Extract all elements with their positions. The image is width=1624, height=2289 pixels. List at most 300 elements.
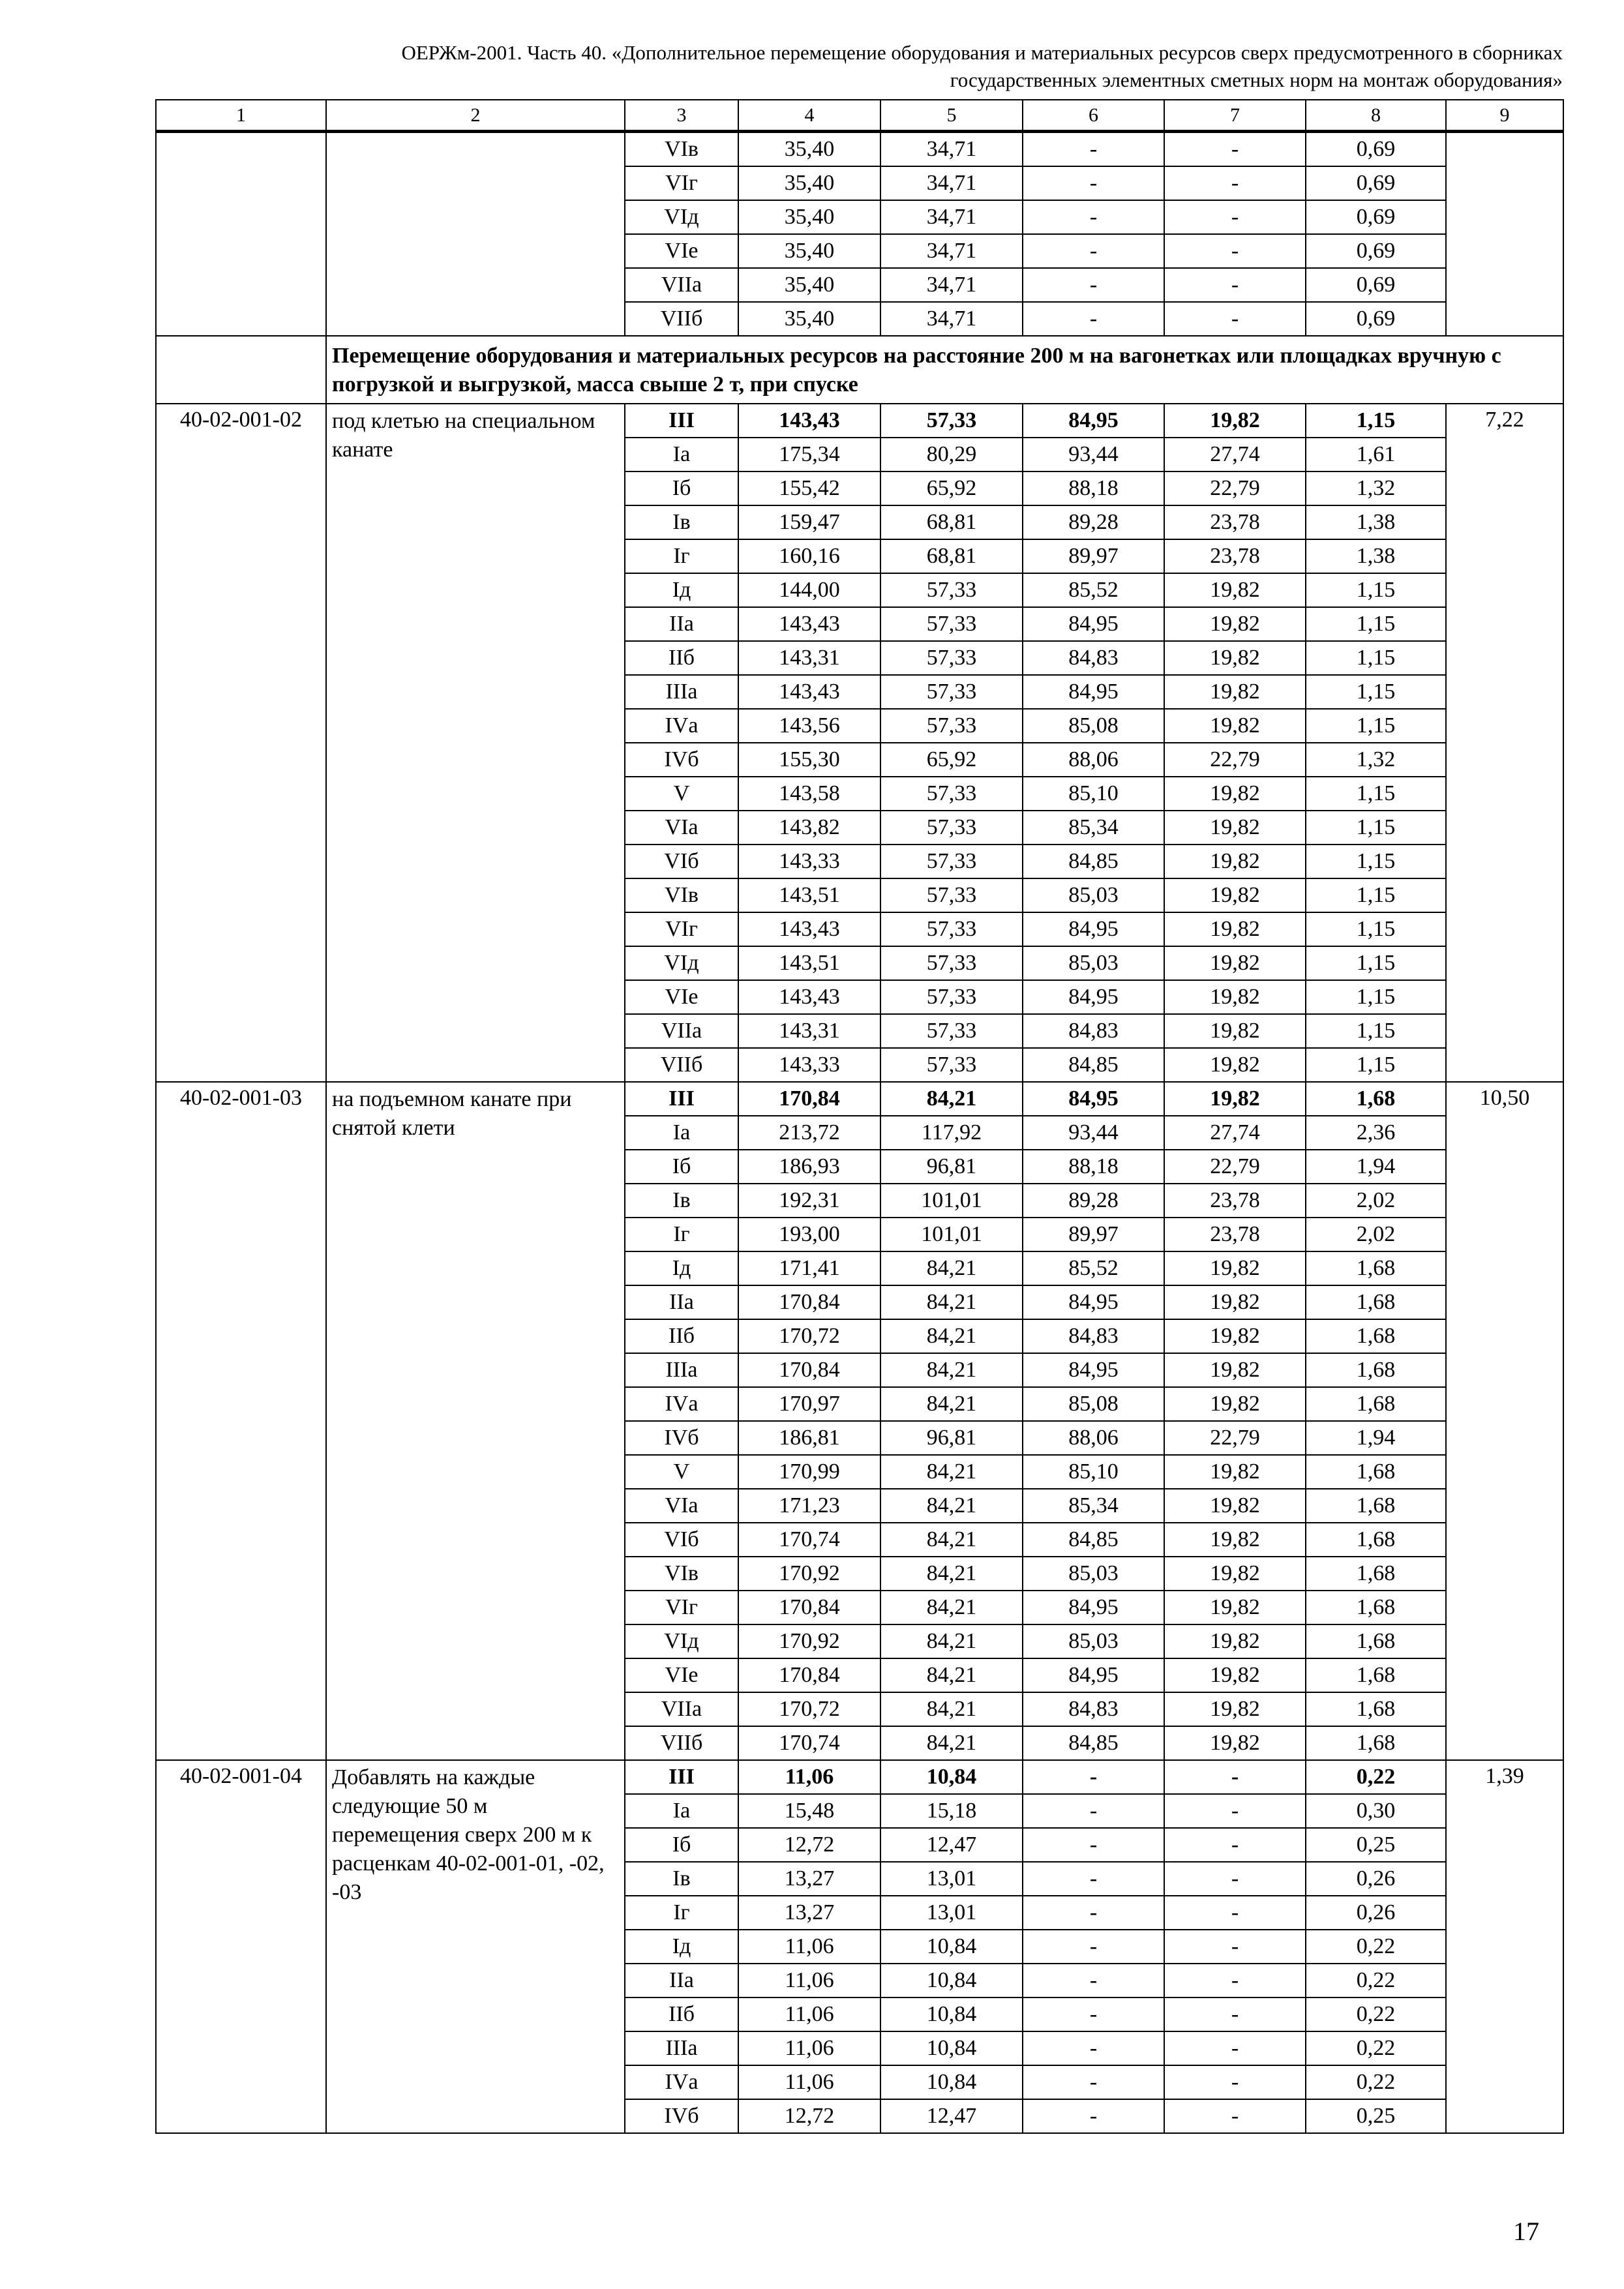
value-cell: 1,15 — [1306, 980, 1446, 1014]
col9-value: 7,22 — [1446, 404, 1563, 1082]
value-cell: 1,68 — [1306, 1387, 1446, 1421]
value-cell: 34,71 — [880, 234, 1023, 268]
value-cell: 84,95 — [1023, 980, 1164, 1014]
value-cell: 84,83 — [1023, 1319, 1164, 1353]
zone-code: VIв — [625, 1557, 738, 1591]
value-cell: 0,22 — [1306, 1930, 1446, 1964]
value-cell: 84,21 — [880, 1082, 1023, 1116]
zone-code: VIIб — [625, 302, 738, 336]
value-cell: 89,97 — [1023, 539, 1164, 573]
value-cell: 143,43 — [738, 980, 880, 1014]
value-cell: 2,02 — [1306, 1218, 1446, 1251]
column-number: 8 — [1306, 100, 1446, 132]
col9-value: 1,39 — [1446, 1760, 1563, 2133]
value-cell: 1,32 — [1306, 471, 1446, 505]
value-cell: 84,21 — [880, 1557, 1023, 1591]
value-cell: 65,92 — [880, 743, 1023, 777]
value-cell: 1,15 — [1306, 404, 1446, 438]
value-cell: 19,82 — [1164, 1557, 1306, 1591]
value-cell: - — [1164, 1964, 1306, 1997]
zone-code: VIг — [625, 166, 738, 200]
value-cell: 84,95 — [1023, 1285, 1164, 1319]
zone-code: IVб — [625, 2099, 738, 2133]
value-cell: 192,31 — [738, 1184, 880, 1218]
table-row — [156, 132, 1563, 167]
value-cell: 186,81 — [738, 1421, 880, 1455]
value-cell: - — [1023, 166, 1164, 200]
value-cell: 84,85 — [1023, 845, 1164, 878]
zone-code: VIв — [625, 132, 738, 167]
value-cell: 1,68 — [1306, 1624, 1446, 1658]
value-cell: 1,68 — [1306, 1692, 1446, 1726]
value-cell: 57,33 — [880, 811, 1023, 845]
zone-code: VIв — [625, 878, 738, 912]
value-cell: 160,16 — [738, 539, 880, 573]
zone-code: III — [625, 1760, 738, 1794]
value-cell: 170,92 — [738, 1624, 880, 1658]
zone-code: IVа — [625, 1387, 738, 1421]
value-cell: 143,58 — [738, 777, 880, 811]
value-cell: 1,15 — [1306, 573, 1446, 607]
value-cell: 13,01 — [880, 1896, 1023, 1930]
value-cell: 22,79 — [1164, 471, 1306, 505]
section-spacer — [156, 336, 326, 404]
value-cell: 57,33 — [880, 404, 1023, 438]
value-cell: - — [1164, 1862, 1306, 1896]
value-cell: 143,43 — [738, 404, 880, 438]
value-cell: 10,84 — [880, 1760, 1023, 1794]
zone-code: VIIб — [625, 1048, 738, 1082]
value-cell: 23,78 — [1164, 539, 1306, 573]
value-cell: - — [1164, 2099, 1306, 2133]
value-cell: - — [1023, 1930, 1164, 1964]
value-cell: 19,82 — [1164, 1455, 1306, 1489]
value-cell: 84,95 — [1023, 1353, 1164, 1387]
value-cell: 155,42 — [738, 471, 880, 505]
zone-code: Iа — [625, 438, 738, 471]
value-cell: 19,82 — [1164, 1489, 1306, 1523]
name-cell — [326, 132, 625, 337]
section-title: Перемещение оборудования и материальных ресурсов на расстояние 200 м на вагонетках или площадках вручную с погрузкой и выгрузкой, масса свыше 2 т, при спуске — [326, 336, 1563, 404]
zone-code: IVб — [625, 743, 738, 777]
value-cell: 170,84 — [738, 1082, 880, 1116]
value-cell: 57,33 — [880, 912, 1023, 946]
value-cell: - — [1023, 1964, 1164, 1997]
value-cell: 143,51 — [738, 946, 880, 980]
column-number-row — [156, 100, 1563, 132]
value-cell: 170,84 — [738, 1591, 880, 1624]
value-cell: 1,38 — [1306, 539, 1446, 573]
value-cell: 19,82 — [1164, 811, 1306, 845]
value-cell: 84,83 — [1023, 1014, 1164, 1048]
value-cell: 0,22 — [1306, 2065, 1446, 2099]
zone-code: V — [625, 1455, 738, 1489]
value-cell: 19,82 — [1164, 878, 1306, 912]
value-cell: - — [1164, 302, 1306, 336]
zone-code: Iг — [625, 539, 738, 573]
value-cell: 143,31 — [738, 641, 880, 675]
value-cell: 57,33 — [880, 946, 1023, 980]
zone-code: Iб — [625, 471, 738, 505]
value-cell: 10,84 — [880, 1997, 1023, 2031]
value-cell: 19,82 — [1164, 980, 1306, 1014]
value-cell: 57,33 — [880, 573, 1023, 607]
value-cell: 1,68 — [1306, 1082, 1446, 1116]
value-cell: 93,44 — [1023, 1116, 1164, 1150]
zone-code: III — [625, 404, 738, 438]
value-cell: 11,06 — [738, 1760, 880, 1794]
value-cell: 84,21 — [880, 1489, 1023, 1523]
value-cell: 84,85 — [1023, 1523, 1164, 1557]
column-number: 7 — [1164, 100, 1306, 132]
value-cell: 80,29 — [880, 438, 1023, 471]
zone-code: VIе — [625, 980, 738, 1014]
value-cell: 84,21 — [880, 1353, 1023, 1387]
value-cell: 84,95 — [1023, 912, 1164, 946]
zone-code: Iб — [625, 1828, 738, 1862]
value-cell: 155,30 — [738, 743, 880, 777]
value-cell: 1,15 — [1306, 777, 1446, 811]
value-cell: 84,21 — [880, 1726, 1023, 1760]
value-cell: 2,02 — [1306, 1184, 1446, 1218]
value-cell: 143,33 — [738, 845, 880, 878]
column-number: 2 — [326, 100, 625, 132]
value-cell: 22,79 — [1164, 1421, 1306, 1455]
zone-code: IVа — [625, 2065, 738, 2099]
value-cell: 85,34 — [1023, 1489, 1164, 1523]
value-cell: - — [1164, 1760, 1306, 1794]
value-cell: 1,61 — [1306, 438, 1446, 471]
value-cell: 171,41 — [738, 1251, 880, 1285]
value-cell: 57,33 — [880, 641, 1023, 675]
value-cell: 0,30 — [1306, 1794, 1446, 1828]
value-cell: 12,72 — [738, 1828, 880, 1862]
value-cell: - — [1164, 1896, 1306, 1930]
zone-code: VIд — [625, 200, 738, 234]
value-cell: 19,82 — [1164, 946, 1306, 980]
value-cell: 89,28 — [1023, 1184, 1164, 1218]
value-cell: 1,15 — [1306, 1014, 1446, 1048]
value-cell: 117,92 — [880, 1116, 1023, 1150]
value-cell: 171,23 — [738, 1489, 880, 1523]
value-cell: - — [1164, 234, 1306, 268]
value-cell: 19,82 — [1164, 641, 1306, 675]
value-cell: 143,33 — [738, 1048, 880, 1082]
page-number: 17 — [1513, 2217, 1539, 2246]
value-cell: 84,21 — [880, 1455, 1023, 1489]
value-cell: - — [1023, 2031, 1164, 2065]
table-row — [156, 1082, 1563, 1116]
value-cell: 101,01 — [880, 1184, 1023, 1218]
value-cell: 85,52 — [1023, 573, 1164, 607]
value-cell: 84,21 — [880, 1523, 1023, 1557]
value-cell: 170,74 — [738, 1523, 880, 1557]
value-cell: 1,38 — [1306, 505, 1446, 539]
value-cell: 85,03 — [1023, 946, 1164, 980]
value-cell: 23,78 — [1164, 1218, 1306, 1251]
value-cell: 213,72 — [738, 1116, 880, 1150]
value-cell: - — [1023, 268, 1164, 302]
value-cell: - — [1164, 200, 1306, 234]
value-cell: 57,33 — [880, 878, 1023, 912]
value-cell: 34,71 — [880, 302, 1023, 336]
value-cell: 85,10 — [1023, 1455, 1164, 1489]
zone-code: Iд — [625, 1930, 738, 1964]
value-cell: 0,69 — [1306, 302, 1446, 336]
value-cell: 143,56 — [738, 709, 880, 743]
zone-code: Iг — [625, 1218, 738, 1251]
value-cell: 57,33 — [880, 777, 1023, 811]
zone-code: IIа — [625, 1964, 738, 1997]
value-cell: - — [1023, 1896, 1164, 1930]
value-cell: 85,03 — [1023, 1624, 1164, 1658]
value-cell: - — [1023, 1760, 1164, 1794]
zone-code: Iв — [625, 1862, 738, 1896]
value-cell: 1,68 — [1306, 1658, 1446, 1692]
value-cell: 170,84 — [738, 1658, 880, 1692]
value-cell: 19,82 — [1164, 912, 1306, 946]
table-body — [156, 132, 1563, 2134]
value-cell: 1,94 — [1306, 1150, 1446, 1184]
value-cell: 57,33 — [880, 1048, 1023, 1082]
value-cell: 101,01 — [880, 1218, 1023, 1251]
value-cell: 35,40 — [738, 302, 880, 336]
value-cell: - — [1164, 1794, 1306, 1828]
value-cell: 84,83 — [1023, 1692, 1164, 1726]
zone-code: VIа — [625, 811, 738, 845]
value-cell: 0,69 — [1306, 268, 1446, 302]
value-cell: 23,78 — [1164, 505, 1306, 539]
zone-code: VIг — [625, 912, 738, 946]
zone-code: VIIа — [625, 268, 738, 302]
rate-code: 40-02-001-03 — [156, 1082, 326, 1760]
value-cell: 170,99 — [738, 1455, 880, 1489]
value-cell: 84,95 — [1023, 404, 1164, 438]
value-cell: 85,03 — [1023, 878, 1164, 912]
zone-code: IIб — [625, 1997, 738, 2031]
value-cell: 35,40 — [738, 234, 880, 268]
value-cell: 0,25 — [1306, 2099, 1446, 2133]
value-cell: 19,82 — [1164, 1353, 1306, 1387]
value-cell: 12,72 — [738, 2099, 880, 2133]
value-cell: 88,18 — [1023, 471, 1164, 505]
rate-code: 40-02-001-02 — [156, 404, 326, 1082]
value-cell: 170,84 — [738, 1353, 880, 1387]
value-cell: 2,36 — [1306, 1116, 1446, 1150]
value-cell: 1,68 — [1306, 1319, 1446, 1353]
value-cell: 143,43 — [738, 912, 880, 946]
value-cell: - — [1023, 1997, 1164, 2031]
value-cell: 35,40 — [738, 268, 880, 302]
zone-code: VIе — [625, 1658, 738, 1692]
value-cell: 143,43 — [738, 675, 880, 709]
value-cell: 1,68 — [1306, 1285, 1446, 1319]
value-cell: 0,69 — [1306, 166, 1446, 200]
rate-name: Добавлять на каждые следующие 50 м перемещения сверх 200 м к расценкам 40-02-001-01, -02, -03 — [326, 1760, 625, 2133]
value-cell: - — [1164, 166, 1306, 200]
column-number: 4 — [738, 100, 880, 132]
value-cell: 1,68 — [1306, 1523, 1446, 1557]
value-cell: 34,71 — [880, 132, 1023, 167]
value-cell: 0,22 — [1306, 1997, 1446, 2031]
value-cell: 1,15 — [1306, 641, 1446, 675]
value-cell: 22,79 — [1164, 743, 1306, 777]
zone-code: IIIа — [625, 2031, 738, 2065]
value-cell: 12,47 — [880, 2099, 1023, 2133]
zone-code: IIа — [625, 607, 738, 641]
value-cell: 11,06 — [738, 1930, 880, 1964]
value-cell: 170,74 — [738, 1726, 880, 1760]
zone-code: VIIа — [625, 1014, 738, 1048]
value-cell: 1,15 — [1306, 946, 1446, 980]
col9-cell — [1446, 132, 1563, 337]
zone-code: VIе — [625, 234, 738, 268]
zone-code: VIд — [625, 1624, 738, 1658]
value-cell: 0,26 — [1306, 1862, 1446, 1896]
value-cell: 84,95 — [1023, 1658, 1164, 1692]
value-cell: 11,06 — [738, 2031, 880, 2065]
value-cell: 0,69 — [1306, 234, 1446, 268]
col9-value: 10,50 — [1446, 1082, 1563, 1760]
value-cell: 1,15 — [1306, 845, 1446, 878]
value-cell: 13,27 — [738, 1896, 880, 1930]
value-cell: 85,08 — [1023, 1387, 1164, 1421]
zone-code: IIIа — [625, 675, 738, 709]
value-cell: 88,06 — [1023, 743, 1164, 777]
value-cell: 1,15 — [1306, 811, 1446, 845]
value-cell: - — [1023, 234, 1164, 268]
value-cell: 84,21 — [880, 1692, 1023, 1726]
value-cell: 0,69 — [1306, 132, 1446, 167]
value-cell: 35,40 — [738, 132, 880, 167]
zone-code: IIб — [625, 1319, 738, 1353]
value-cell: 27,74 — [1164, 1116, 1306, 1150]
value-cell: 68,81 — [880, 539, 1023, 573]
column-number: 1 — [156, 100, 326, 132]
value-cell: 84,85 — [1023, 1726, 1164, 1760]
zone-code: VIIб — [625, 1726, 738, 1760]
value-cell: 19,82 — [1164, 1387, 1306, 1421]
value-cell: 170,84 — [738, 1285, 880, 1319]
zone-code: V — [625, 777, 738, 811]
value-cell: - — [1164, 268, 1306, 302]
value-cell: 170,92 — [738, 1557, 880, 1591]
value-cell: 1,68 — [1306, 1353, 1446, 1387]
value-cell: 0,22 — [1306, 1760, 1446, 1794]
value-cell: 65,92 — [880, 471, 1023, 505]
value-cell: 84,21 — [880, 1387, 1023, 1421]
zone-code: Iд — [625, 573, 738, 607]
value-cell: 19,82 — [1164, 607, 1306, 641]
header-line-2: государственных элементных сметных норм на монтаж оборудования» — [950, 68, 1563, 91]
zone-code: IVа — [625, 709, 738, 743]
value-cell: 170,72 — [738, 1319, 880, 1353]
value-cell: 15,48 — [738, 1794, 880, 1828]
value-cell: 84,21 — [880, 1624, 1023, 1658]
value-cell: 84,21 — [880, 1591, 1023, 1624]
value-cell: 19,82 — [1164, 1319, 1306, 1353]
value-cell: 19,82 — [1164, 1251, 1306, 1285]
value-cell: 23,78 — [1164, 1184, 1306, 1218]
value-cell: 1,32 — [1306, 743, 1446, 777]
zone-code: VIг — [625, 1591, 738, 1624]
section-row — [156, 336, 1563, 404]
zone-code: IIIа — [625, 1353, 738, 1387]
value-cell: 19,82 — [1164, 777, 1306, 811]
value-cell: 27,74 — [1164, 438, 1306, 471]
column-number: 3 — [625, 100, 738, 132]
column-number: 5 — [880, 100, 1023, 132]
page-header — [155, 39, 1563, 94]
value-cell: 19,82 — [1164, 1726, 1306, 1760]
value-cell: 170,97 — [738, 1387, 880, 1421]
value-cell: 1,15 — [1306, 912, 1446, 946]
value-cell: 57,33 — [880, 709, 1023, 743]
value-cell: 57,33 — [880, 607, 1023, 641]
value-cell: 11,06 — [738, 1997, 880, 2031]
value-cell: 1,15 — [1306, 878, 1446, 912]
value-cell: 96,81 — [880, 1150, 1023, 1184]
value-cell: - — [1023, 1862, 1164, 1896]
value-cell: 84,21 — [880, 1319, 1023, 1353]
value-cell: 10,84 — [880, 2031, 1023, 2065]
value-cell: 1,15 — [1306, 607, 1446, 641]
value-cell: 10,84 — [880, 1964, 1023, 1997]
value-cell: 1,15 — [1306, 1048, 1446, 1082]
value-cell: - — [1164, 1930, 1306, 1964]
value-cell: 85,10 — [1023, 777, 1164, 811]
value-cell: - — [1023, 1794, 1164, 1828]
value-cell: 11,06 — [738, 2065, 880, 2099]
value-cell: - — [1023, 2065, 1164, 2099]
value-cell: 84,83 — [1023, 641, 1164, 675]
zone-code: Iг — [625, 1896, 738, 1930]
value-cell: - — [1164, 2031, 1306, 2065]
value-cell: - — [1023, 132, 1164, 167]
value-cell: 0,25 — [1306, 1828, 1446, 1862]
value-cell: 34,71 — [880, 166, 1023, 200]
zone-code: Iд — [625, 1251, 738, 1285]
value-cell: - — [1164, 2065, 1306, 2099]
value-cell: 143,82 — [738, 811, 880, 845]
value-cell: 0,69 — [1306, 200, 1446, 234]
value-cell: 19,82 — [1164, 573, 1306, 607]
zone-code: VIа — [625, 1489, 738, 1523]
value-cell: 1,68 — [1306, 1251, 1446, 1285]
column-number: 9 — [1446, 100, 1563, 132]
norms-table — [155, 99, 1564, 2134]
rate-name: на подъемном канате при снятой клети — [326, 1082, 625, 1760]
table-row — [156, 1760, 1563, 1794]
code-cell — [156, 132, 326, 337]
value-cell: 96,81 — [880, 1421, 1023, 1455]
value-cell: - — [1023, 2099, 1164, 2133]
value-cell: 57,33 — [880, 675, 1023, 709]
value-cell: 88,18 — [1023, 1150, 1164, 1184]
value-cell: 144,00 — [738, 573, 880, 607]
value-cell: - — [1023, 1828, 1164, 1862]
value-cell: 11,06 — [738, 1964, 880, 1997]
value-cell: 19,82 — [1164, 845, 1306, 878]
value-cell: 0,22 — [1306, 1964, 1446, 1997]
zone-code: VIб — [625, 845, 738, 878]
rate-code: 40-02-001-04 — [156, 1760, 326, 2133]
zone-code: Iв — [625, 1184, 738, 1218]
value-cell: 19,82 — [1164, 1658, 1306, 1692]
value-cell: 85,34 — [1023, 811, 1164, 845]
value-cell: 84,95 — [1023, 607, 1164, 641]
zone-code: III — [625, 1082, 738, 1116]
